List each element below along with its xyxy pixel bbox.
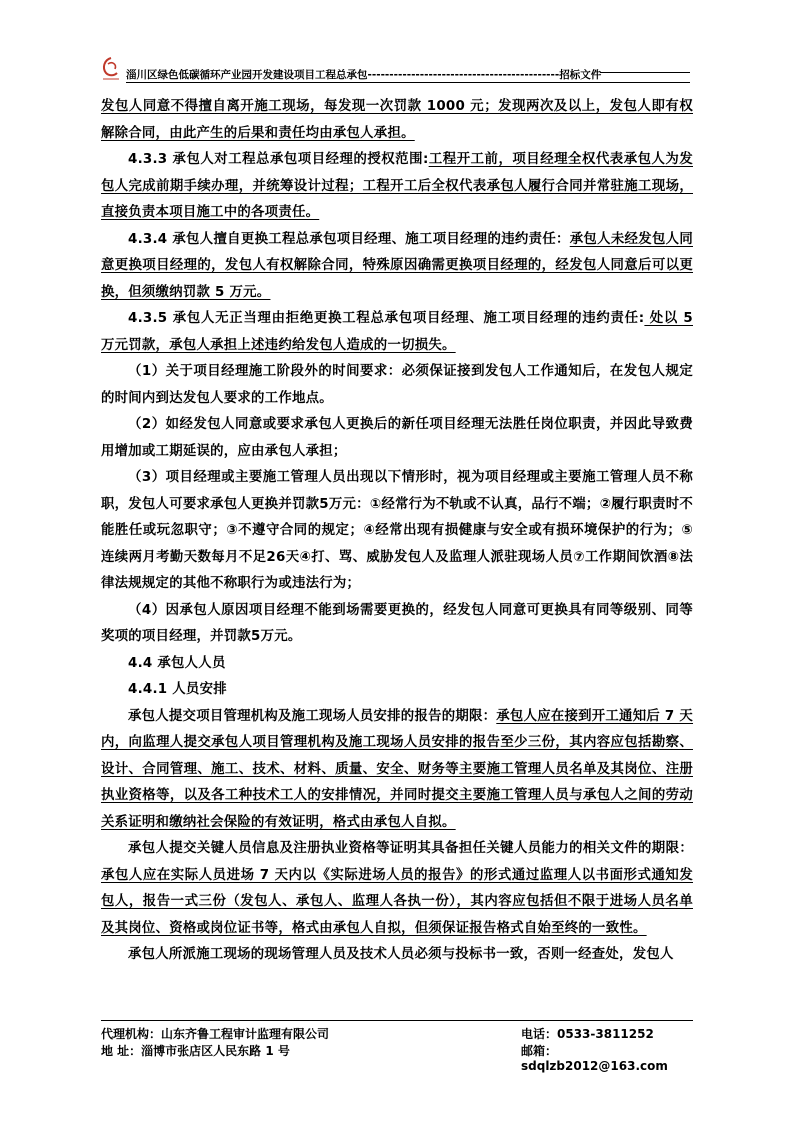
page-header (100, 58, 690, 84)
footer-address: 地 址：淄博市张店区人民东路 1 号 (101, 1044, 290, 1058)
paragraph-4-3-5: 4.3.5 承包人无正当理由拒绝更换工程总承包项目经理、施工项目经理的违约责任: 处以 5 万元罚款，承包人承担上述违约给发包人造成的一切损失。 (101, 311, 693, 353)
footer-phone: 电话：0533-3811252 (521, 1027, 654, 1041)
document-body (101, 94, 693, 969)
header-title: 淄川区绿色低碳循环产业园开发建设项目工程总承包--------------------------------------------招标文件 (126, 69, 602, 81)
header-rule (126, 82, 690, 83)
paragraph-0: 发包人同意不得擅自离开施工现场，每发现一次罚款 1000 元；发现两次及以上，发包人即有权解除合同，由此产生的后果和责任均由承包人承担。 (101, 99, 693, 141)
paragraph-item-2: （2）如经发包人同意或要求承包人更换后的新任项目经理无法胜任岗位职责，并因此导致费用增加或工期延误的，应由承包人承担； (101, 417, 693, 459)
paragraph-4-3-3: 4.3.3 承包人对工程总承包项目经理的授权范围:工程开工前，项目经理全权代表承包人为发包人完成前期手续办理，并统筹设计过程；工程开工后全权代表承包人履行合同并常驻施工现场，直接负责本项目施工中的各项责任。 (101, 152, 693, 220)
header-rule-short (600, 72, 690, 73)
paragraph-key-personnel: 承包人提交关键人员信息及注册执业资格等证明其具备担任关键人员能力的相关文件的期限：承包人应在实际人员进场 7 天内以《实际进场人员的报告》的形式通过监理人以书面形式通知发包人，报告一式三份（发包人、承包人、监理人各执一份），其内容应包括但不限于进场人员名单及其岗位、资格或岗位证书等，格式由承包人自拟，但须保证报告格式自始至终的一致性。 (101, 841, 693, 936)
paragraph-item-1: （1）关于项目经理施工阶段外的时间要求：必须保证接到发包人工作通知后，在发包人规定的时间内到达发包人要求的工作地点。 (101, 364, 693, 406)
footer-email: 邮箱：sdqlzb2012@163.com (521, 1044, 668, 1073)
section-heading-4-4-1: 4.4.1 人员安排 (128, 682, 227, 697)
page-footer (101, 1020, 693, 1073)
paragraph-staff-report: 承包人提交项目管理机构及施工现场人员安排的报告的期限：承包人应在接到开工通知后 7 天内，向监理人提交承包人项目管理机构及施工现场人员安排的报告至少三份，其内容应包括勘察、设计、合同管理、施工、技术、材料、质量、安全、财务等主要施工管理人员名单及其岗位、注册执业资格等，以及各工种技术工人的安排情况，并同时提交主要施工管理人员与承包人之间的劳动关系证明和缴纳社会保险的有效证明，格式由承包人自拟。 (101, 708, 694, 830)
paragraph-4-3-4: 4.3.4 承包人擅自更换工程总承包项目经理、施工项目经理的违约责任：承包人未经发包人同意更换项目经理的，发包人有权解除合同，特殊原因确需更换项目经理的，经发包人同意后可以更换，但须缴纳罚款 5 万元。 (101, 231, 693, 300)
section-heading-4-4: 4.4 承包人人员 (128, 655, 226, 671)
paragraph-item-3: （3）项目经理或主要施工管理人员出现以下情形时，视为项目经理或主要施工管理人员不称职，发包人可要求承包人更换并罚款5万元：①经常行为不轨或不认真，品行不端；②履行职责时不能胜任或玩忽职守；③不遵守合同的规定；④经常出现有损健康与安全或有损环境保护的行为；⑤连续两月考勤天数每月不足26天④打、骂、威胁发包人及监理人派驻现场人员⑦工作期间饮酒⑧法律法规规定的其他不称职行为或违法行为； (101, 470, 694, 591)
paragraph-site-staff: 承包人所派施工现场的现场管理人员及技术人员必须与投标书一致，否则一经查处，发包人 (128, 947, 674, 962)
footer-agency: 代理机构：山东齐鲁工程审计监理有限公司 (101, 1027, 330, 1041)
company-logo-icon (100, 56, 122, 82)
paragraph-item-4: （4）因承包人原因项目经理不能到场需要更换的，经发包人同意可更换具有同等级别、同等奖项的项目经理，并罚款5万元。 (101, 602, 693, 644)
